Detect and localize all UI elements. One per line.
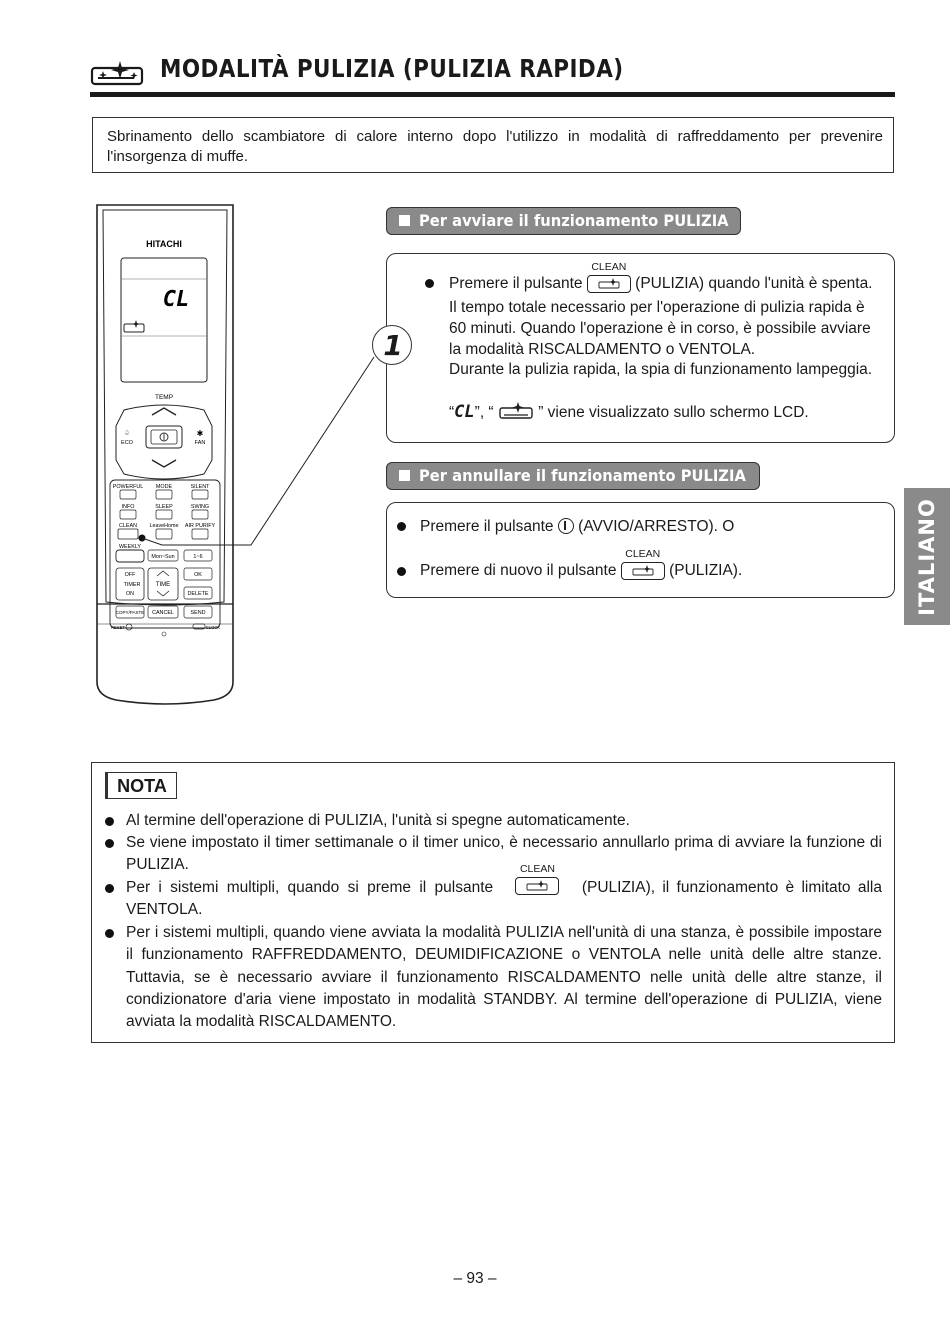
start-instruction: Premere il pulsante CLEAN (PULIZIA) quando l'unità è spenta. — [449, 261, 873, 292]
svg-text:CLOCK: CLOCK — [205, 625, 221, 630]
section-cancel-header: Per annullare il funzionamento PULIZIA — [386, 462, 760, 490]
svg-text:SEND: SEND — [190, 610, 206, 616]
svg-text:TIMER: TIMER — [123, 582, 141, 588]
clean-mode-icon — [498, 402, 534, 420]
cancel-instruction-1: Premere il pulsante (AVVIO/ARRESTO). O — [420, 518, 735, 535]
title-divider — [90, 92, 895, 97]
svg-text:Mon~Sun: Mon~Sun — [151, 554, 175, 560]
svg-text:SILENT: SILENT — [190, 484, 210, 490]
section-start-header: Per avviare il funzionamento PULIZIA — [386, 207, 741, 235]
cancel-instruction-2: Premere di nuovo il pulsante CLEAN (PULIZIA). — [420, 548, 743, 579]
svg-text:CANCEL: CANCEL — [152, 610, 174, 616]
clean-button-icon: CLEAN — [515, 877, 559, 895]
svg-text:OFF: OFF — [124, 572, 136, 578]
svg-text:DELETE: DELETE — [187, 591, 209, 597]
svg-text:AIR PURIFY: AIR PURIFY — [184, 523, 216, 529]
step-number-callout: 1 — [372, 325, 412, 365]
note-item-3: Per i sistemi multipli, quando si preme il pulsante CLEAN (PULIZIA), il funzionamento è limitato alla VENTOLA. — [126, 863, 882, 919]
bullet-icon — [397, 567, 406, 576]
svg-text:RESET: RESET — [111, 625, 125, 630]
svg-text:POWERFUL: POWERFUL — [112, 484, 144, 490]
note-item-2: Se viene impostato il timer settimanale o il timer unico, è necessario annullarlo prima di avviare la funzione di PULIZIA. — [126, 834, 882, 874]
start-indicator-text: Durante la pulizia rapida, la spia di funzionamento lampeggia. — [449, 361, 873, 378]
svg-text:TEMP: TEMP — [154, 394, 174, 401]
bullet-icon — [105, 839, 114, 848]
remote-clean-button — [118, 529, 138, 539]
clean-button-icon: CLEAN — [621, 562, 665, 580]
start-duration-text: Il tempo totale necessario per l'operazione di pulizia rapida è 60 minuti. Quando l'operazione è in corso, è possibile avviare la modalità RISCALDAMENTO o VENTOLA. — [449, 299, 871, 358]
note-item-4: Per i sistemi multipli, quando viene avviata la modalità PULIZIA nell'unità di una stanza, è possibile impostare il funzionamento RAFFREDDAMENTO, DEUMIDIFICAZIONE o VENTOLA nelle unità delle altre stanze. Tuttavia, se è necessario avviare il funzionamento RISCALDAMENTO nelle unità delle altre stanze, il condizionatore d'aria viene impostato in modalità STANDBY. Al termine dell'operazione di PULIZIA, viene avviata la modalità RISCALDAMENTO. — [126, 924, 882, 1031]
bullet-icon — [105, 929, 114, 938]
clean-button-icon: CLEAN — [587, 275, 631, 293]
language-tab: ITALIANO — [904, 488, 950, 625]
svg-text:WEEKLY: WEEKLY — [118, 544, 142, 550]
svg-text:OK: OK — [194, 572, 202, 578]
clean-mode-icon — [90, 60, 146, 86]
svg-text:FAN: FAN — [194, 440, 206, 446]
bullet-icon — [105, 884, 114, 893]
bullet-icon — [397, 522, 406, 531]
svg-text:ECO: ECO — [121, 440, 133, 446]
intro-description: Sbrinamento dello scambiatore di calore interno dopo l'utilizzo in modalità di raffreddamento per prevenire l'insorgenza di muffe. — [92, 117, 894, 173]
callout-leader-line — [138, 345, 378, 550]
note-item-1: Al termine dell'operazione di PULIZIA, l'unità si spegne automaticamente. — [126, 812, 630, 829]
lcd-code-symbol: CL — [454, 402, 475, 422]
bullet-icon — [105, 817, 114, 826]
power-icon — [558, 518, 574, 534]
svg-text:1~6: 1~6 — [193, 554, 203, 560]
page-number: – 93 – — [453, 1270, 497, 1287]
remote-brand: HITACHI — [146, 239, 182, 249]
square-bullet-icon — [399, 215, 410, 226]
page-header — [90, 52, 895, 96]
note-label: NOTA — [105, 772, 177, 799]
svg-text:LeaveHome: LeaveHome — [149, 523, 179, 529]
remote-lcd-code: CL — [162, 287, 190, 312]
svg-text:✱: ✱ — [196, 429, 204, 438]
svg-text:CLEAN: CLEAN — [119, 523, 137, 529]
svg-text:MODE: MODE — [155, 484, 173, 490]
svg-text:INFO: INFO — [121, 504, 135, 510]
svg-text:COPY/PASTE: COPY/PASTE — [115, 610, 145, 615]
svg-text:ON: ON — [125, 591, 135, 597]
svg-text:TIME: TIME — [155, 582, 171, 588]
svg-text:SWING: SWING — [190, 504, 210, 510]
lcd-display-text: “CL”, “ ” viene visualizzato sullo schermo LCD. — [449, 402, 809, 422]
svg-text:♤: ♤ — [123, 430, 131, 437]
svg-text:SLEEP: SLEEP — [155, 504, 173, 510]
bullet-icon — [425, 279, 434, 288]
page-title: MODALITÀ PULIZIA (PULIZIA RAPIDA) — [160, 54, 624, 83]
square-bullet-icon — [399, 470, 410, 481]
